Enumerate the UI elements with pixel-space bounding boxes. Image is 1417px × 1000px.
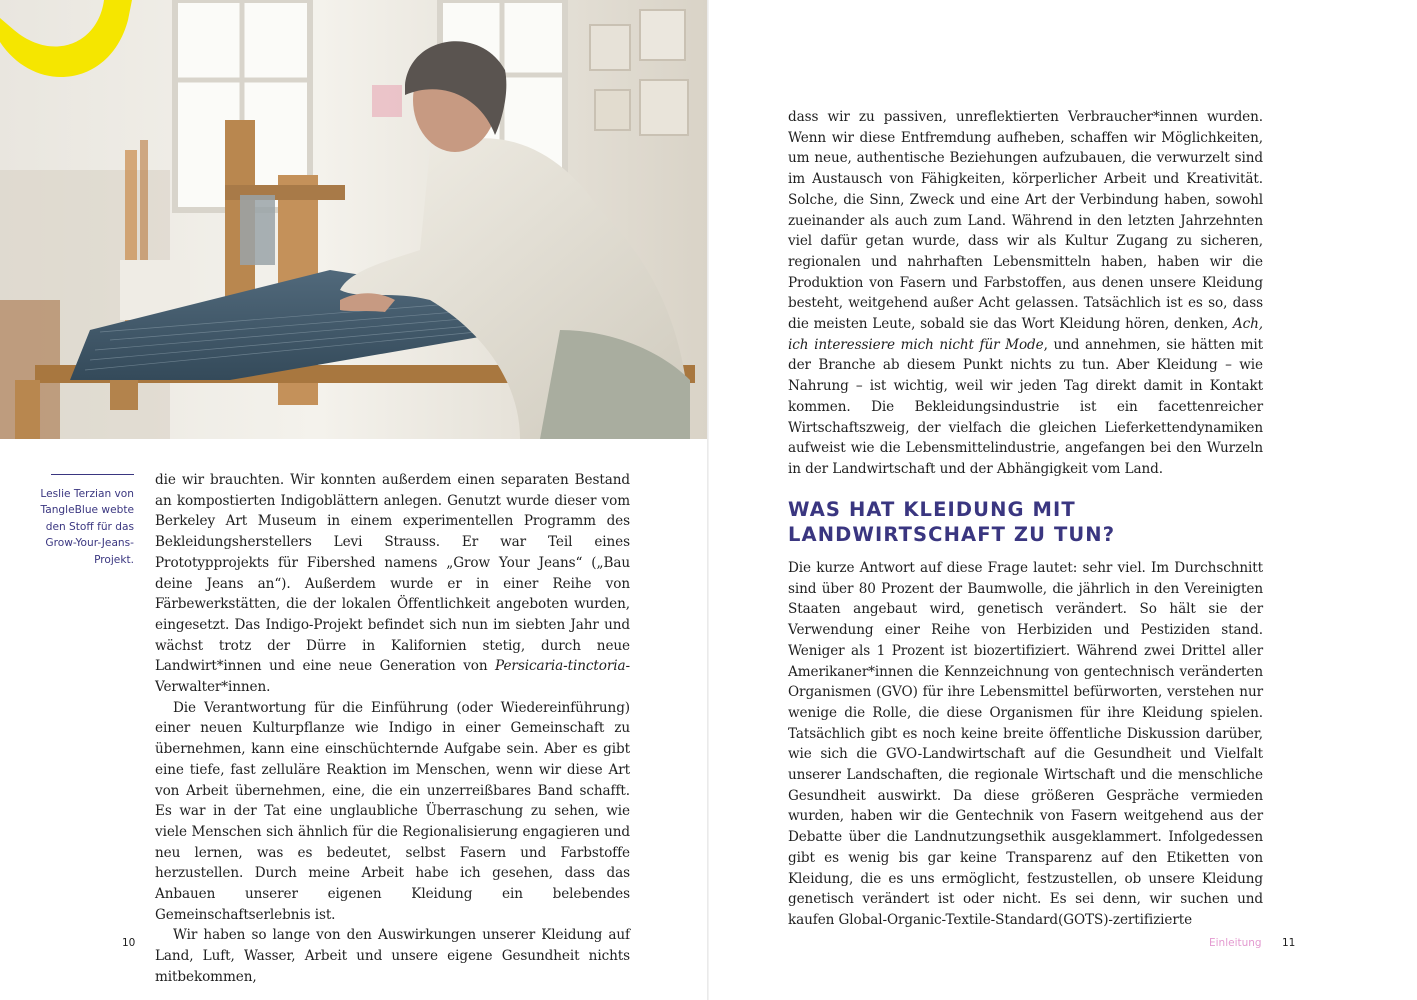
- running-head: Einleitung: [1209, 937, 1262, 949]
- caption-rule: [51, 474, 134, 475]
- left-body-text: [155, 470, 630, 988]
- right-paragraph-1: dass wir zu passiven, unreflektierten Verbraucher*innen wurden. Wenn wir diese Entfremdung aufheben, schaffen wir Möglichkeiten, um neue, authentische Beziehungen aufzubauen, die verwurzelt sind im Austausch von Fähigkeiten, körperlicher Arbeit und Kreativität. Solche, die Sinn, Zweck und eine Art der Verbindung haben, sowohl zueinander als auch zum Land. Während in den letzten Jahrzehnten viel dafür getan wurde, dass wir als Kultur Zugang zu sicheren, regionalen und nahrhaften Lebensmitteln haben, haben wir die Produktion von Fasern und Farbstoffen, aus denen unsere Kleidung besteht, weitgehend außer Acht gelassen. Tatsächlich ist es so, dass die meisten Leute, sobald sie das Wort Kleidung hören, denken, Ach, ich interessiere mich nicht für Mode, und annehmen, sie hätten mit der Branche ab diesem Punkt nichts zu tun. Aber Kleidung – wie Nahrung – ist wichtig, weil wir jeden Tag direkt damit in Kontakt kommen. Die Bekleidungsindustrie ist ein facettenreicher Wirtschaftszweig, der vielfach die gleichen Lieferkettendynamiken aufweist wie die Lebensmittelindustrie, angefangen bei den Wurzeln in der Landwirtschaft und der Abhängigkeit vom Land.: [788, 109, 1263, 477]
- yellow-shape-icon: [0, 0, 140, 110]
- left-paragraph-2: Die Verantwortung für die Einführung (oder Wiedereinführung) einer neuen Kulturpflanze wie Indigo in einer Gemeinschaft zu übernehmen, kann eine einschüchternde Aufgabe sein. Aber es gibt eine tiefe, fast zelluläre Reaktion im Menschen, wenn wir diese Art von Arbeit übernehmen, eine, die ein unzerreißbares Band schafft. Es war in der Tat eine unglaubliche Überraschung zu sehen, wie viele Menschen sich ähnlich für die Regionalisierung engagieren und neu lernen, was es bedeutet, selbst Fasern und Farbstoffe herzustellen. Durch meine Arbeit habe ich gesehen, dass das Anbauen unserer eigenen Kleidung ein belebendes Gemeinschaftserlebnis ist.: [155, 699, 630, 923]
- left-page: [0, 0, 708, 1000]
- left-paragraph-3: Wir haben so lange von den Auswirkungen unserer Kleidung auf Land, Luft, Wasser, Arbeit und unsere eigene Gesundheit nichts mitbekommen,: [155, 927, 630, 985]
- page-number-left: 10: [122, 937, 136, 949]
- right-body-text-bottom: [788, 558, 1263, 931]
- page-number-right: 11: [1282, 937, 1296, 949]
- photo-caption: Leslie Terzian von TangleBlue webte den Stoff für das Grow-Your-Jeans-Projekt.: [40, 488, 134, 566]
- right-body-text-top: [788, 107, 1263, 480]
- left-paragraph-1: die wir brauchten. Wir konnten außerdem einen separaten Bestand an kompostierten Indigoblättern anlegen. Genutzt wurde dieser vom Berkeley Art Museum in einem experimentellen Programm des Bekleidungsherstellers Levi Strauss. Er war Teil eines Prototypprojekts für Fibershed namens „Grow Your Jeans“ („Bau deine Jeans an“). Außerdem wurde er in einer Reihe von Färbewerkstätten, die der lokalen Öffentlichkeit angeboten wurden, eingesetzt. Das Indigo-Projekt befindet sich nun im siebten Jahr und wächst trotz der Dürre in Kalifornien stetig, durch neue Landwirt*innen und eine neue Generation von Persicaria-tinctoria-Verwalter*innen.: [155, 472, 630, 696]
- weaving-photo: [0, 0, 708, 439]
- right-paragraph-2: Die kurze Antwort auf diese Frage lautet: sehr viel. Im Durchschnitt sind über 80 Prozent der Baumwolle, die jährlich in den Vereinigten Staaten angebaut wird, genetisch verändert. So hält sie der Verwendung einer Reihe von Herbiziden und Pestiziden stand. Weniger als 1 Prozent ist biozertifiziert. Während zwei Drittel aller Amerikaner*innen die Kennzeichnung von gentechnisch veränderten Organismen (GVO) für ihre Lebensmittel befürworten, verstehen nur wenige die Rolle, die diese Organismen für ihre Kleidung spielen. Tatsächlich gibt es noch keine breite öffentliche Diskussion darüber, wie sich die GVO-Landwirtschaft auf die Gesundheit und Vielfalt unserer Landschaften, die regionale Wirtschaft und die menschliche Gesundheit auswirkt. Da diese größeren Gespräche vermieden wurden, haben wir die Gentechnik von Fasern weitgehend aus der Debatte über die Landnutzungsethik ausgeklammert. Infolgedessen gibt es wenig bis gar keine Transparenz auf den Etiketten von Kleidung, die es uns ermöglicht, festzustellen, ob unsere Kleidung genetisch verändert ist oder nicht. Es sei denn, wir suchen und kaufen Global-Organic-Textile-Standard(GOTS)-zertifizierte: [788, 560, 1263, 928]
- section-heading: WAS HAT KLEIDUNG MIT LANDWIRTSCHAFT ZU TUN?: [788, 498, 1116, 546]
